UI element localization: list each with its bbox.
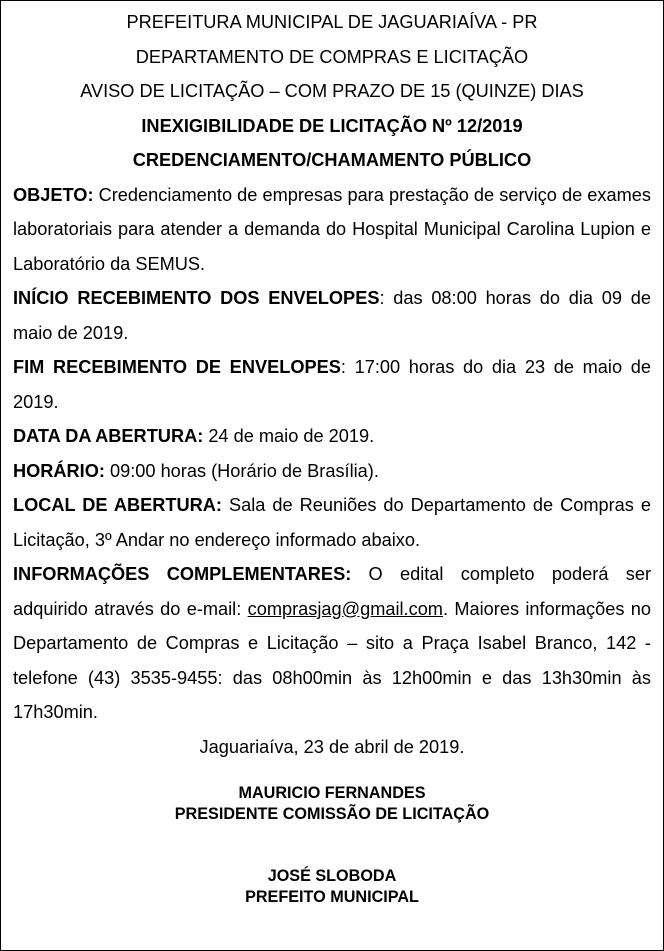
objeto-text: Credenciamento de empresas para prestação de serviço de exames laboratoriais para atender a demanda do Hospital Municipal Carolina Lupion e Laboratório da SEMUS. (13, 184, 651, 274)
local-paragraph (13, 488, 651, 557)
local-text: Sala de Reuniões do Departamento de Compras e Licitação, 3º Andar no endereço informado abaixo. (13, 495, 651, 550)
inicio-text: : das 08:00 horas do dia 09 de maio de 2019. (13, 288, 651, 343)
info-paragraph (13, 557, 651, 730)
objeto-paragraph (13, 178, 651, 282)
abertura-paragraph (13, 419, 651, 454)
horario-text: 09:00 horas (Horário de Brasília). (104, 460, 379, 481)
header-municipality: PREFEITURA MUNICIPAL DE JAGUARIAÍVA - PR (126, 12, 538, 32)
header-notice-type: AVISO DE LICITAÇÃO – COM PRAZO DE 15 (QUINZE) DIAS (80, 81, 584, 101)
signature-role: PRESIDENTE COMISSÃO DE LICITAÇÃO (174, 804, 490, 823)
header-process-number: INEXIGIBILIDADE DE LICITAÇÃO Nº 12/2019 (141, 115, 523, 136)
info-text-before: O edital completo poderá ser adquirido através do e-mail: (13, 564, 651, 619)
horario-paragraph (13, 454, 651, 489)
signature-name: JOSÉ SLOBODA (267, 867, 397, 885)
info-text-after: . Maiores informações no Departamento de Compras e Licitação – sito a Praça Isabel Branco, 142 - telefone (43) 3535-9455: das 08h00min às 12h00min e das 13h30min às 17h30min. (13, 598, 651, 722)
abertura-label: DATA DA ABERTURA: (13, 426, 204, 446)
date-line: Jaguariaíva, 23 de abril de 2019. (199, 736, 465, 757)
fim-text: : 17:00 horas do dia 23 de maio de 2019. (13, 357, 651, 412)
local-label: LOCAL DE ABERTURA: (13, 495, 222, 515)
fim-paragraph (13, 350, 651, 419)
header-modality: CREDENCIAMENTO/CHAMAMENTO PÚBLICO (132, 150, 532, 170)
header-department: DEPARTAMENTO DE COMPRAS E LICITAÇÃO (135, 46, 529, 67)
email-link[interactable]: comprasjag@gmail.com (247, 598, 443, 619)
inicio-paragraph (13, 281, 651, 350)
info-label: INFORMAÇÕES COMPLEMENTARES: (13, 564, 352, 584)
abertura-text: 24 de maio de 2019. (203, 426, 375, 446)
signature-name: MAURICIO FERNANDES (238, 784, 426, 802)
fim-label: FIM RECEBIMENTO DE ENVELOPES (13, 357, 341, 377)
signature-role: PREFEITO MUNICIPAL (245, 887, 419, 906)
objeto-label: OBJETO: (13, 184, 94, 205)
horario-label: HORÁRIO: (13, 460, 105, 481)
inicio-label: INÍCIO RECEBIMENTO DOS ENVELOPES (13, 288, 380, 308)
